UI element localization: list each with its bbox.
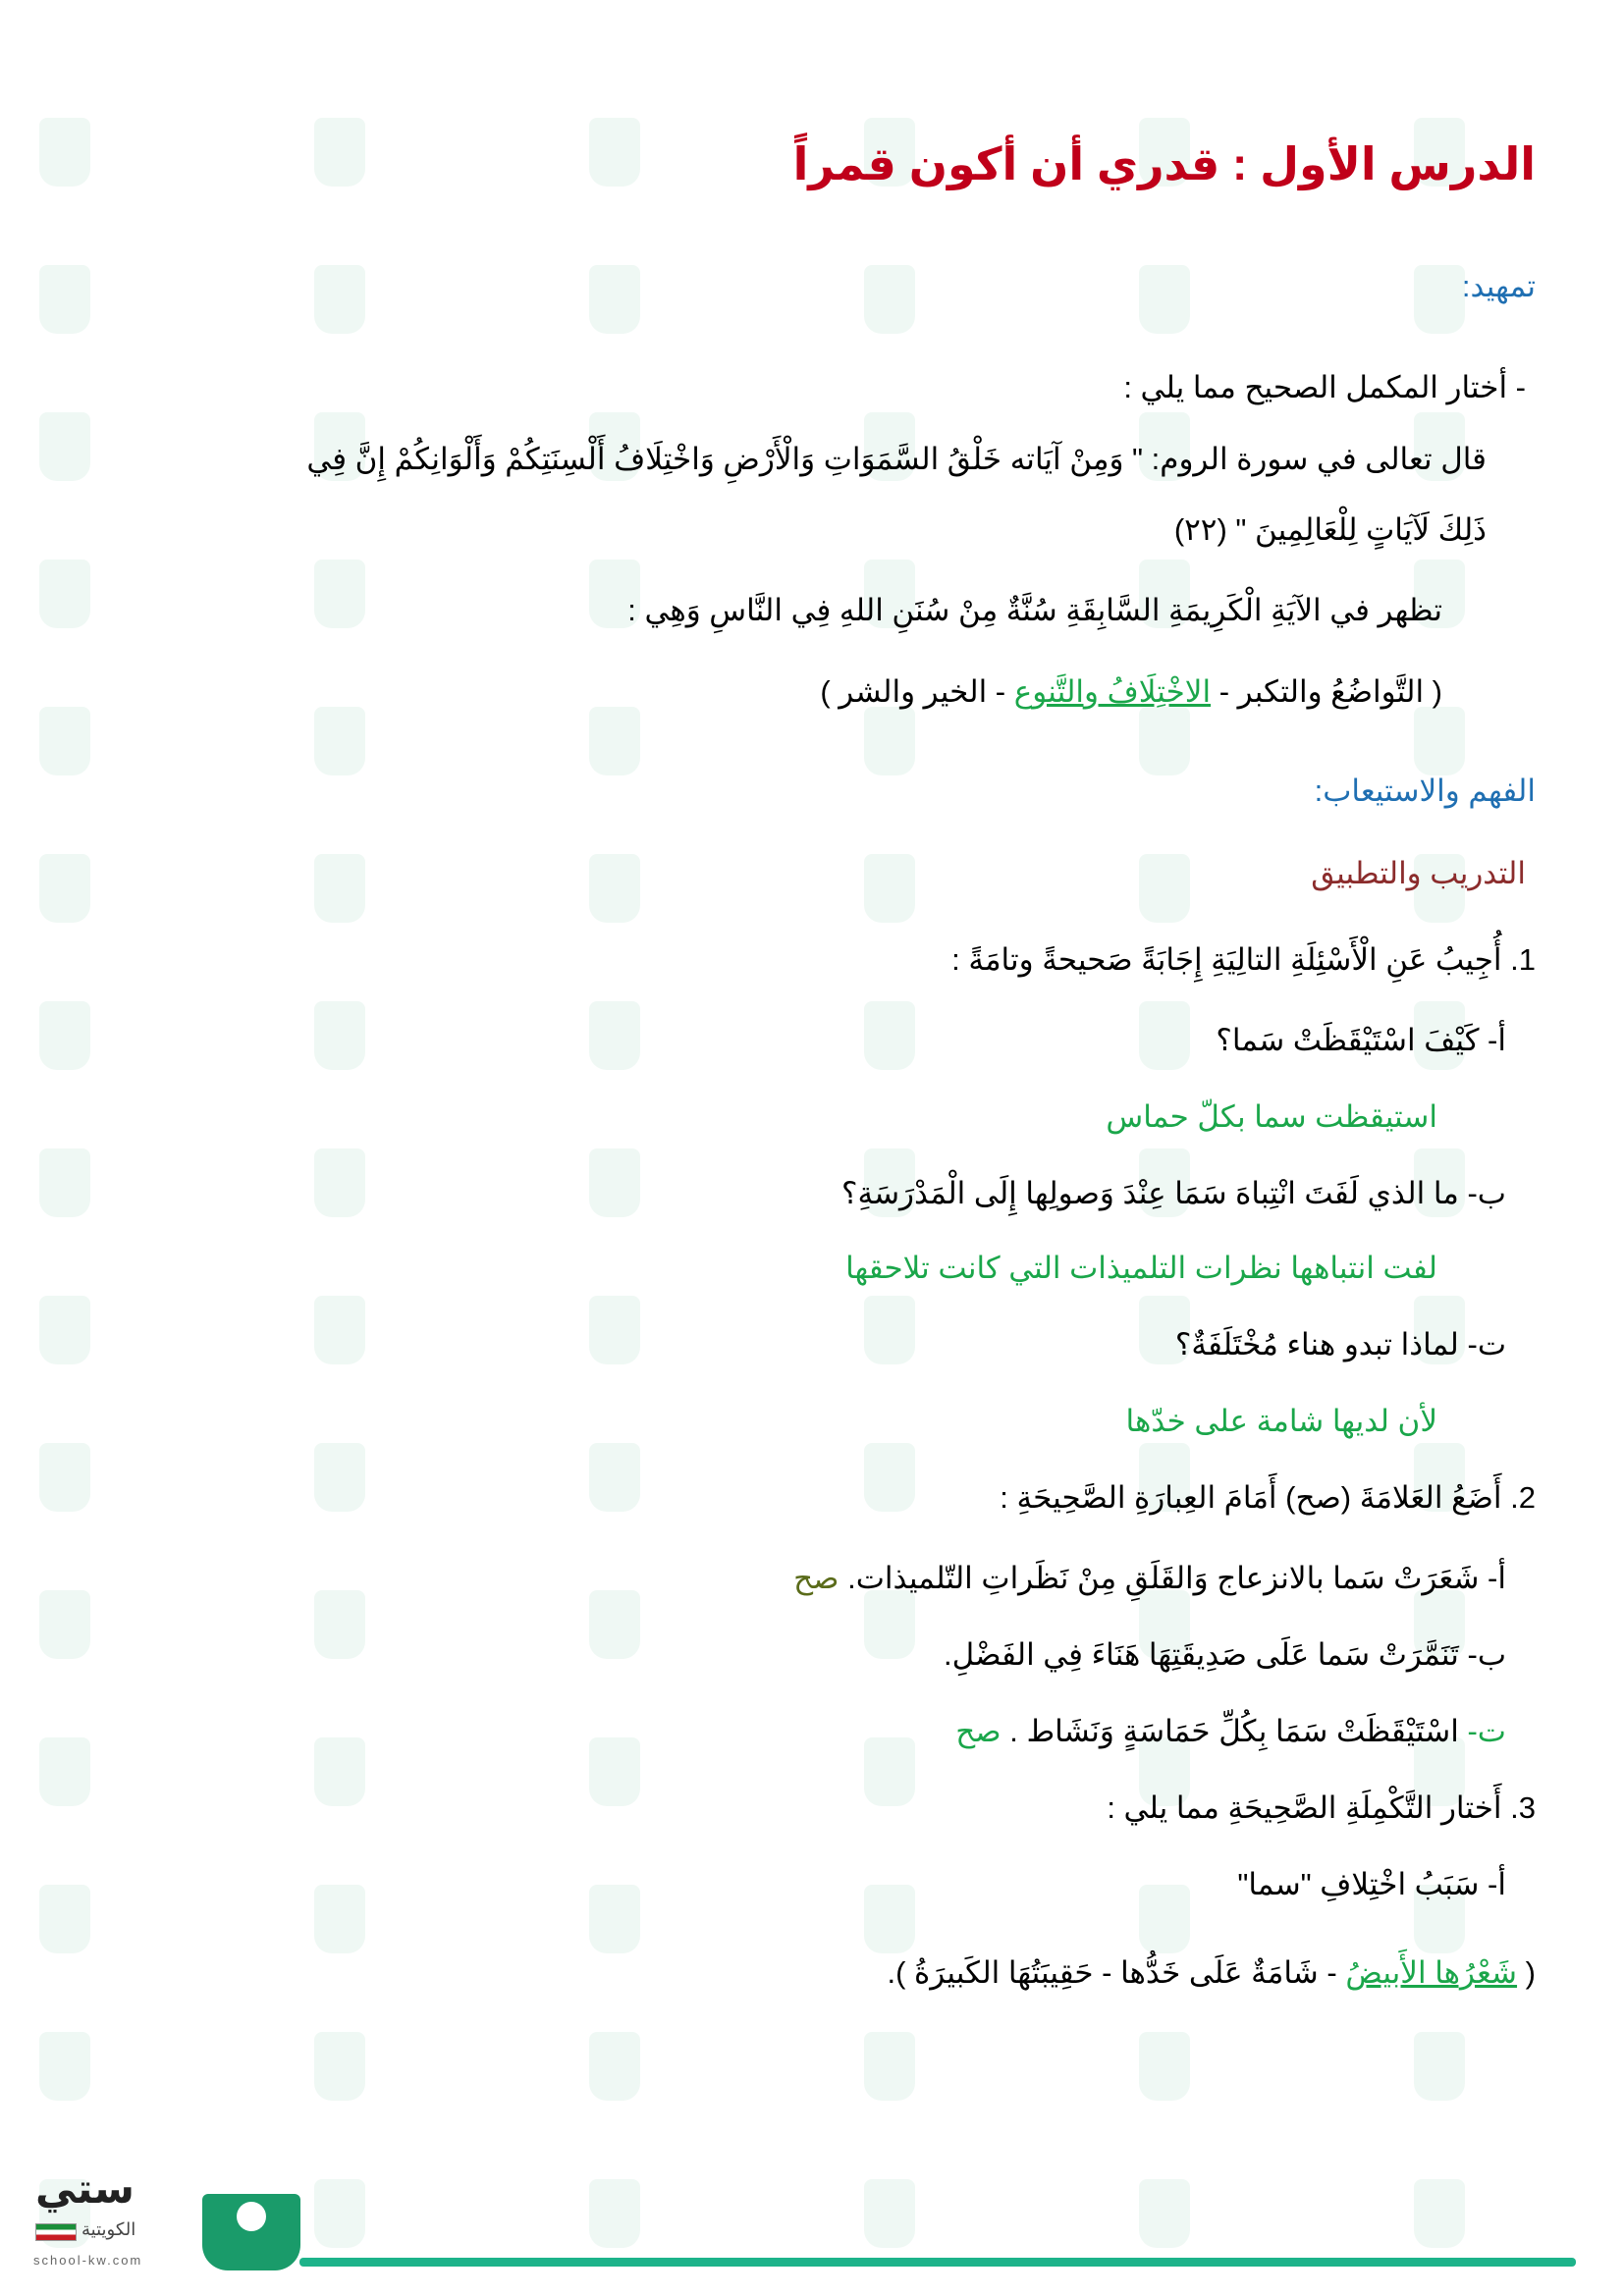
q1-prompt: 1. أُجِيبُ عَنِ الْأَسْئِلَةِ التالِيَةِ إِجَابَةً صَحيحةً وتامَةً : [951,942,1536,977]
intro-heading: تمهيد: [1461,269,1536,303]
q1-c-answer: لأن لديها شامة على خدّها [1125,1404,1437,1438]
q1-a-question: أ- كَيْفَ اسْتَيْقَظَتْ سَما؟ [1216,1023,1506,1057]
option-3: - الخير والشر ) [820,674,1006,709]
q2-a-text: أ- شَعَرَتْ سَما بالانزعاج وَالقَلَقِ مِنْ نَظَراتِ التّلميذات. [847,1561,1506,1595]
verse-line-1: قال تعالى في سورة الروم: " وَمِنْ آيَاته خَلْقُ السَّمَوَاتِ وَالْأَرْضِ وَاخْتِلَافُ أَلْسِنَتِكُمْ وَأَلْوَانِكُمْ إِنَّ فِي [306,442,1487,476]
intro-instruction: - أختار المكمل الصحيح مما يلي : [1123,370,1526,404]
q1-a-answer: استيقظت سما بكلّ حماس [1106,1099,1437,1134]
practice-subheading: التدريب والتطبيق [1311,856,1526,890]
q1-c-question: ت- لماذا تبدو هناء مُخْتَلَفَةٌ؟ [1174,1327,1506,1362]
q1-b-answer: لفت انتباهها نظرات التلميذات التي كانت تلاحقها [845,1251,1437,1285]
intro-question: تظهر في الآيَةِ الْكَرِيمَةِ السَّابِقَةِ سُنَّةٌ مِنْ سُنَنِ اللهِ فِي النَّاسِ وَهِي : [627,593,1442,627]
brand-name: ستي [35,2165,135,2212]
verse-line-2: ذَلِكَ لَآيَاتٍ لِلْعَالِمِينَ " (٢٢) [1173,512,1487,547]
q2-c-mark: صح [955,1714,1001,1748]
q2-a-mark: صح [793,1561,839,1595]
intro-options [88,672,1442,712]
q3-option-rest: - شَامَةٌ عَلَى خَدُّها - حَقِيبَتُهَا الكَبيرَةُ ). [887,1955,1337,1990]
footer-divider [299,2258,1576,2267]
badge-dot-icon [237,2202,266,2231]
q2-a [88,1559,1506,1598]
brand-country: الكويتية [81,2219,136,2239]
q2-prompt: 2. أَضَعُ العَلامَةَ (صح) أَمَامَ العِبارَةِ الصَّحِيحَةِ : [1000,1480,1536,1515]
brand-site: school-kw.com [33,2253,143,2268]
lesson-title: الدرس الأول : قدري أن أكون قمراً [792,138,1536,189]
option-answer: الاخْتِلَافُ والتَّنوع [1013,674,1212,709]
q1-b-question: ب- ما الذي لَفَتَ انْتِباهَ سَمَا عِنْدَ وَصولِها إِلَى الْمَدْرَسَةِ؟ [841,1176,1506,1210]
footer-logo [27,2164,283,2282]
q2-c-text: اسْتَيْقَظَتْ سَمَا بِكُلِّ حَمَاسَةٍ وَنَشَاط . [1009,1714,1459,1748]
q3-options [88,1953,1536,1993]
q2-b-text: ب- تَنَمَّرَتْ سَما عَلَى صَدِيقَتِهَا هَنَاءَ فِي الفَضْلِ. [943,1637,1506,1672]
comprehension-heading: الفهم والاستيعاب: [1314,774,1536,808]
q2-c-letter: ت- [1467,1714,1506,1748]
option-1: ( التَّواضُعُ والتكبر - [1218,674,1442,709]
q3-a-question: أ- سَبَبُ اخْتِلافِ "سما" [1237,1867,1506,1901]
q3-prompt: 3. أَختار التَّكْمِلَةِ الصَّحِيحَةِ مما يلي : [1107,1790,1536,1825]
kuwait-flag-icon [35,2223,77,2241]
q3-option-open: ( [1525,1955,1536,1990]
q3-option-answer: شَعْرُها الأَبيضُ [1345,1955,1518,1990]
q2-c [88,1712,1506,1751]
